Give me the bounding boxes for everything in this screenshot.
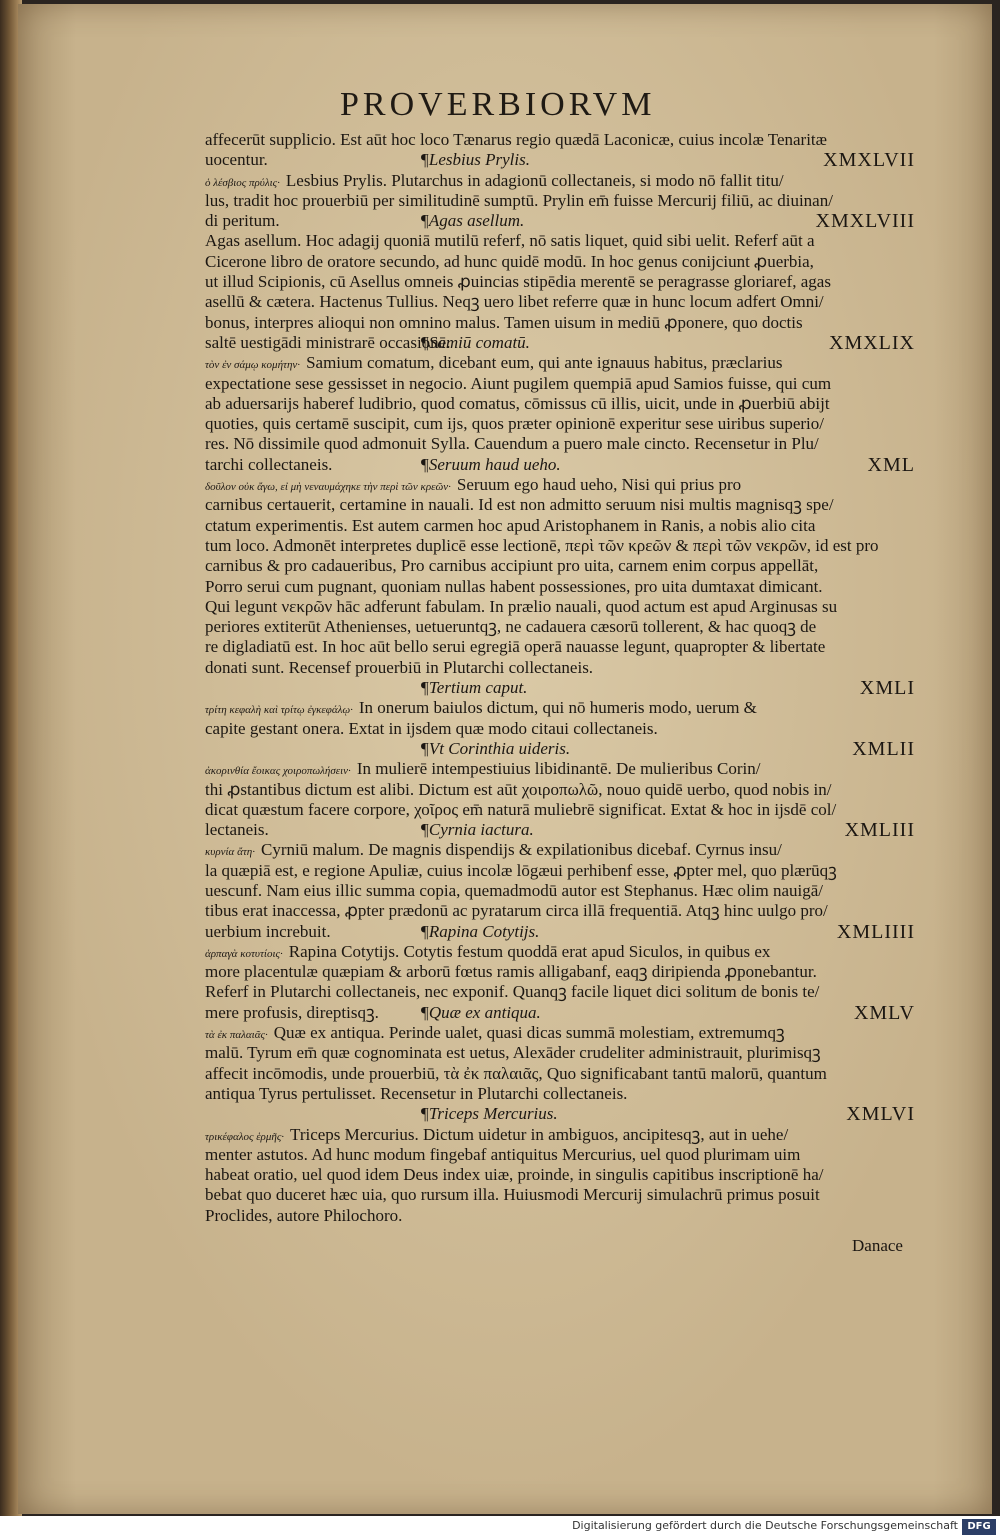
text-line — [205, 1043, 915, 1063]
entry-title: ¶Tertium caput. — [420, 678, 528, 698]
line-text: bonus, interpres alioqui non omnino malus. Tamen uisum in mediū ꝓponere, quo doctis — [205, 312, 803, 332]
entry-heading-line — [205, 1003, 915, 1023]
line-text: la quæpiā est, e regione Apuliæ, cuius incolæ lōgæui perhibenf esse, ꝓpter mel, quo plærūqꝫ — [205, 860, 837, 880]
footer-bar — [0, 1516, 1000, 1539]
text-line — [205, 1064, 915, 1084]
line-text: Quæ ex antiqua. Perinde ualet, quasi dicas summā molestiam, extremumqꝫ — [273, 1023, 785, 1043]
text-line — [205, 800, 915, 820]
line-text: mere profusis, direptisqꝫ. — [205, 1002, 379, 1022]
entry-number: XMLIII — [844, 819, 915, 842]
line-text: uerbium increbuit. — [205, 921, 331, 941]
line-text: affecit incōmodis, unde prouerbiū, τὰ ἐκ παλαιᾶς, Quo significabant tantū malorū, quantum — [205, 1063, 827, 1083]
text-line — [205, 536, 915, 556]
line-text: Agas asellum. Hoc adagij quoniā mutilū referf, nō satis liquet, quid sibi uelit. Referf aūt a — [205, 231, 815, 251]
greek-lemma: τὸν ἐν σάμῳ κομήτην· — [205, 359, 301, 372]
entry-number: XMLV — [853, 1001, 915, 1024]
line-text: lus, tradit hoc prouerbiū per similitudinē sumptū. Prylin em̄ fuisse Mercurij filiū, ac diuinan/ — [205, 190, 833, 210]
text-line — [205, 861, 915, 881]
entry-heading-line — [205, 678, 915, 698]
text-line — [205, 577, 915, 597]
entry-number: XMLIIII — [836, 920, 915, 943]
entry-title: ¶Lesbius Prylis. — [420, 150, 530, 170]
line-text: periores extiterūt Athenienses, uetueruntqꝫ, ne cadauera cæsorū tollerent, & hac quoqꝫ de — [205, 617, 817, 637]
greek-lemma: ἁρπαγὰ κοτυτίοις· — [205, 947, 283, 960]
text-line — [205, 719, 915, 739]
line-text: habeat oratio, uel quod idem Deus index uiæ, proinde, in singulis capitibus inscriptionē ha/ — [205, 1165, 824, 1185]
line-text: ut illud Scipionis, cū Asellus omneis ꝓuincias stipēdia merentē se peragrasse gloriaref, agas — [205, 272, 831, 292]
text-line — [205, 231, 915, 251]
text-line — [205, 353, 915, 373]
greek-lemma: ἀκορινθία ἔοικας χοιροπωλήσειν· — [205, 765, 351, 778]
text-line — [205, 901, 915, 921]
text-line — [205, 1023, 915, 1043]
line-text: In mulierē intempestiuius libidinantē. De mulieribus Corin/ — [356, 759, 761, 779]
entry-heading-line — [205, 922, 915, 942]
line-text: Porro serui cum pugnant, quoniam nullas habent possessiones, pro uita dumtaxat dimicant. — [205, 576, 823, 596]
line-text: uocentur. — [205, 150, 268, 170]
text-line — [205, 840, 915, 860]
line-text: menter astutos. Ad hunc modum fingebaf antiquitus Mercurius, uel quod plurimam uim — [205, 1144, 801, 1164]
entry-number: XMLI — [859, 677, 915, 700]
text-line — [205, 414, 915, 434]
entry-heading-line — [205, 1104, 915, 1124]
entry-number: XMXLVII — [823, 149, 915, 172]
entry-heading-line — [205, 211, 915, 231]
line-text: tum loco. Admonēt interpretes duplicē esse lectionē, περὶ τῶν κρεῶν & περὶ τῶν νεκρῶν, id est pro — [205, 535, 879, 555]
line-text: uescunf. Nam eius illic summa copia, quemadmodū autor est Stephanus. Hæc olim nauigā/ — [205, 880, 824, 900]
line-text: Rapina Cotytijs. Cotytis festum quoddā erat apud Siculos, in quibus ex — [288, 941, 771, 961]
line-text: ab aduersarijs haberef ludibrio, quod comatus, cōmissus cū illis, uicit, unde in ꝓuerbiū abijt — [205, 393, 830, 413]
text-line — [205, 130, 915, 150]
line-text: lectaneis. — [205, 820, 269, 840]
text-line — [205, 658, 915, 678]
entry-title: ¶Seruum haud ueho. — [420, 454, 561, 474]
text-line — [205, 374, 915, 394]
entry-title: ¶Agas asellum. — [420, 211, 525, 231]
line-text: Lesbius Prylis. Plutarchus in adagionū collectaneis, si modo nō fallit titu/ — [285, 170, 784, 190]
text-line — [205, 516, 915, 536]
entry-title: ¶Rapina Cotytijs. — [420, 921, 540, 941]
text-line — [205, 434, 915, 454]
entry-heading-line — [205, 739, 915, 759]
line-text: tibus erat inaccessa, ꝓpter prædonū ac pyratarum circa illā frequentiā. Atqꝫ hinc uulgo pro/ — [205, 901, 828, 921]
text-line — [205, 272, 915, 292]
line-text: carnibus certauerit, certamine in nauali. Id est non admitto seruum nisi multis magnisqꝫ spe/ — [205, 495, 834, 515]
line-text: more placentulæ quæpiam & arborū fœtus ramis alligabanf, eaqꝫ diripienda ꝓponebantur. — [205, 962, 817, 982]
entry-heading-line — [205, 333, 915, 353]
greek-lemma: τρικέφαλος ἑρμῆς· — [205, 1130, 285, 1143]
text-line — [205, 637, 915, 657]
line-text: Qui legunt νεκρῶν hāc adferunt fabulam. In prælio nauali, quod actum est apud Arginusas su — [205, 596, 838, 616]
line-text: di peritum. — [205, 211, 280, 231]
line-text: thi ꝓstantibus dictum est alibi. Dictum est aūt χοιροπωλῶ, nouo quidē uerbo, quod nobis in/ — [205, 779, 832, 799]
line-text: capite gestant onera. Extat in ijsdem quæ modo citaui collectaneis. — [205, 718, 658, 738]
line-text: antiqua Tyrus pertulisset. Recensetur in Plutarchi collectaneis. — [205, 1083, 628, 1103]
line-text: bebat quo duceret hæc uia, quo rursum illa. Huiusmodi Mercurij simulachrū primus posuit — [205, 1185, 820, 1205]
text-line — [205, 942, 915, 962]
line-text: quoties, quis certamē suscipit, cum ijs, quos præter opinionē experitur sese uiribus superio/ — [205, 414, 824, 434]
entry-number: XMLII — [852, 737, 915, 760]
text-line — [205, 313, 915, 333]
text-line — [205, 1145, 915, 1165]
running-head: PROVERBIORVM — [340, 86, 656, 123]
text-line — [205, 1185, 915, 1205]
text-line — [205, 962, 915, 982]
text-line — [205, 1165, 915, 1185]
text-line — [205, 617, 915, 637]
catchword: Danace — [852, 1236, 903, 1255]
line-text: Seruum ego haud ueho, Nisi qui prius pro — [456, 475, 742, 495]
line-text: Triceps Mercurius. Dictum uidetur in ambiguos, ancipitesqꝫ, aut in uehe/ — [290, 1124, 789, 1144]
text-line — [205, 252, 915, 272]
text-line — [205, 759, 915, 779]
line-text: res. Nō dissimile quod admonuit Sylla. Cauendum a puero male cincto. Recensetur in Plu/ — [205, 434, 819, 454]
line-text: affecerūt supplicio. Est aūt hoc loco Tænarus regio quædā Laconicæ, cuius incolæ Tenaritæ — [205, 130, 827, 149]
text-line — [205, 1206, 915, 1226]
line-text: Proclides, autore Philochoro. — [205, 1205, 403, 1225]
text-line — [205, 982, 915, 1002]
entry-title: ¶Samiū comatū. — [420, 332, 530, 352]
entry-title: ¶Triceps Mercurius. — [420, 1104, 558, 1124]
text-line — [205, 556, 915, 576]
text-line — [205, 475, 915, 495]
text-line — [205, 191, 915, 211]
entry-number: XMXLIX — [829, 331, 915, 354]
text-line — [205, 1125, 915, 1145]
entry-title: ¶Cyrnia iactura. — [420, 820, 534, 840]
line-text: re digladiatū est. In hoc aūt bello serui egregiā operā nauasse legunt, quapropter & libertate — [205, 637, 826, 657]
entry-heading-line — [205, 150, 915, 170]
entry-title: ¶Quæ ex antiqua. — [420, 1002, 541, 1022]
entry-heading-line — [205, 455, 915, 475]
greek-lemma: τὰ ἐκ παλαιᾶς· — [205, 1029, 268, 1042]
line-text: dicat quæstum facere corpore, χοῖρος em̄ naturā muliebrē significat. Extat & hoc in ijsdē col/ — [205, 799, 837, 819]
line-text: donati sunt. Recensef prouerbiū in Plutarchi collectaneis. — [205, 657, 594, 677]
entry-number: XMXLVIII — [815, 210, 915, 233]
line-text: Referf in Plutarchi collectaneis, nec exponif. Quanqꝫ facile liquet dici solitum de bonis te/ — [205, 982, 820, 1002]
text-line — [205, 292, 915, 312]
line-text: saltē uestigādi ministrarē occasionē. — [205, 332, 451, 352]
greek-lemma: τρίτη κεφαλὴ καὶ τρίτῳ ἐγκεφάλῳ· — [205, 704, 353, 717]
entry-title: ¶Vt Corinthia uideris. — [420, 738, 571, 758]
funding-notice: Digitalisierung gefördert durch die Deutsche Forschungsgemeinschaft — [572, 1519, 958, 1532]
line-text: ctatum experimentis. Est autem carmen hoc apud Aristophanem in Ranis, a nobis alio cita — [205, 515, 816, 535]
text-block — [205, 130, 915, 1226]
text-line — [205, 171, 915, 191]
line-text: In onerum baiulos dictum, qui nō humeris modo, uerum & — [358, 698, 757, 718]
text-line — [205, 495, 915, 515]
line-text: malū. Tyrum em̄ quæ cognominata est uetus, Alexāder crudeliter administrauit, plurimisqꝫ — [205, 1043, 821, 1063]
text-line — [205, 698, 915, 718]
text-line — [205, 881, 915, 901]
line-text: tarchi collectaneis. — [205, 454, 333, 474]
line-text: Cyrniū malum. De magnis dispendijs & expilationibus dicebaf. Cyrnus insu/ — [261, 840, 782, 860]
text-line — [205, 780, 915, 800]
line-text: Cicerone libro de oratore secundo, ad hunc quidē modū. In hoc genus conijciunt ꝓuerbia, — [205, 251, 814, 271]
greek-lemma: κυρνία ἄτη· — [205, 846, 255, 859]
dfg-logo-icon: DFG — [962, 1519, 996, 1535]
text-line — [205, 394, 915, 414]
line-text: Samium comatum, dicebant eum, qui ante ignauus habitus, præclarius — [306, 353, 783, 373]
line-text: expectatione sese gessisset in negocio. Aiunt pugilem quempiā apud Samios fuisse, qui cum — [205, 373, 832, 393]
text-line — [205, 597, 915, 617]
entry-number: XML — [867, 453, 915, 476]
text-line — [205, 1084, 915, 1104]
entry-number: XMLVI — [846, 1103, 915, 1126]
line-text: carnibus & pro cadaueribus, Pro carnibus accipiunt pro uita, carnem enim corpus appellāt, — [205, 556, 819, 576]
line-text: asellū & cætera. Hactenus Tullius. Neqꝫ uero libet referre quæ in hunc locum adfert Omni/ — [205, 292, 824, 312]
greek-lemma: δοῦλον οὐκ ἄγω, εἰ μὴ νεναυμάχηκε τὴν περὶ τῶν κρεῶν· — [205, 481, 451, 494]
greek-lemma: ὁ λέσβιος πρύλις· — [205, 176, 280, 189]
entry-heading-line — [205, 820, 915, 840]
